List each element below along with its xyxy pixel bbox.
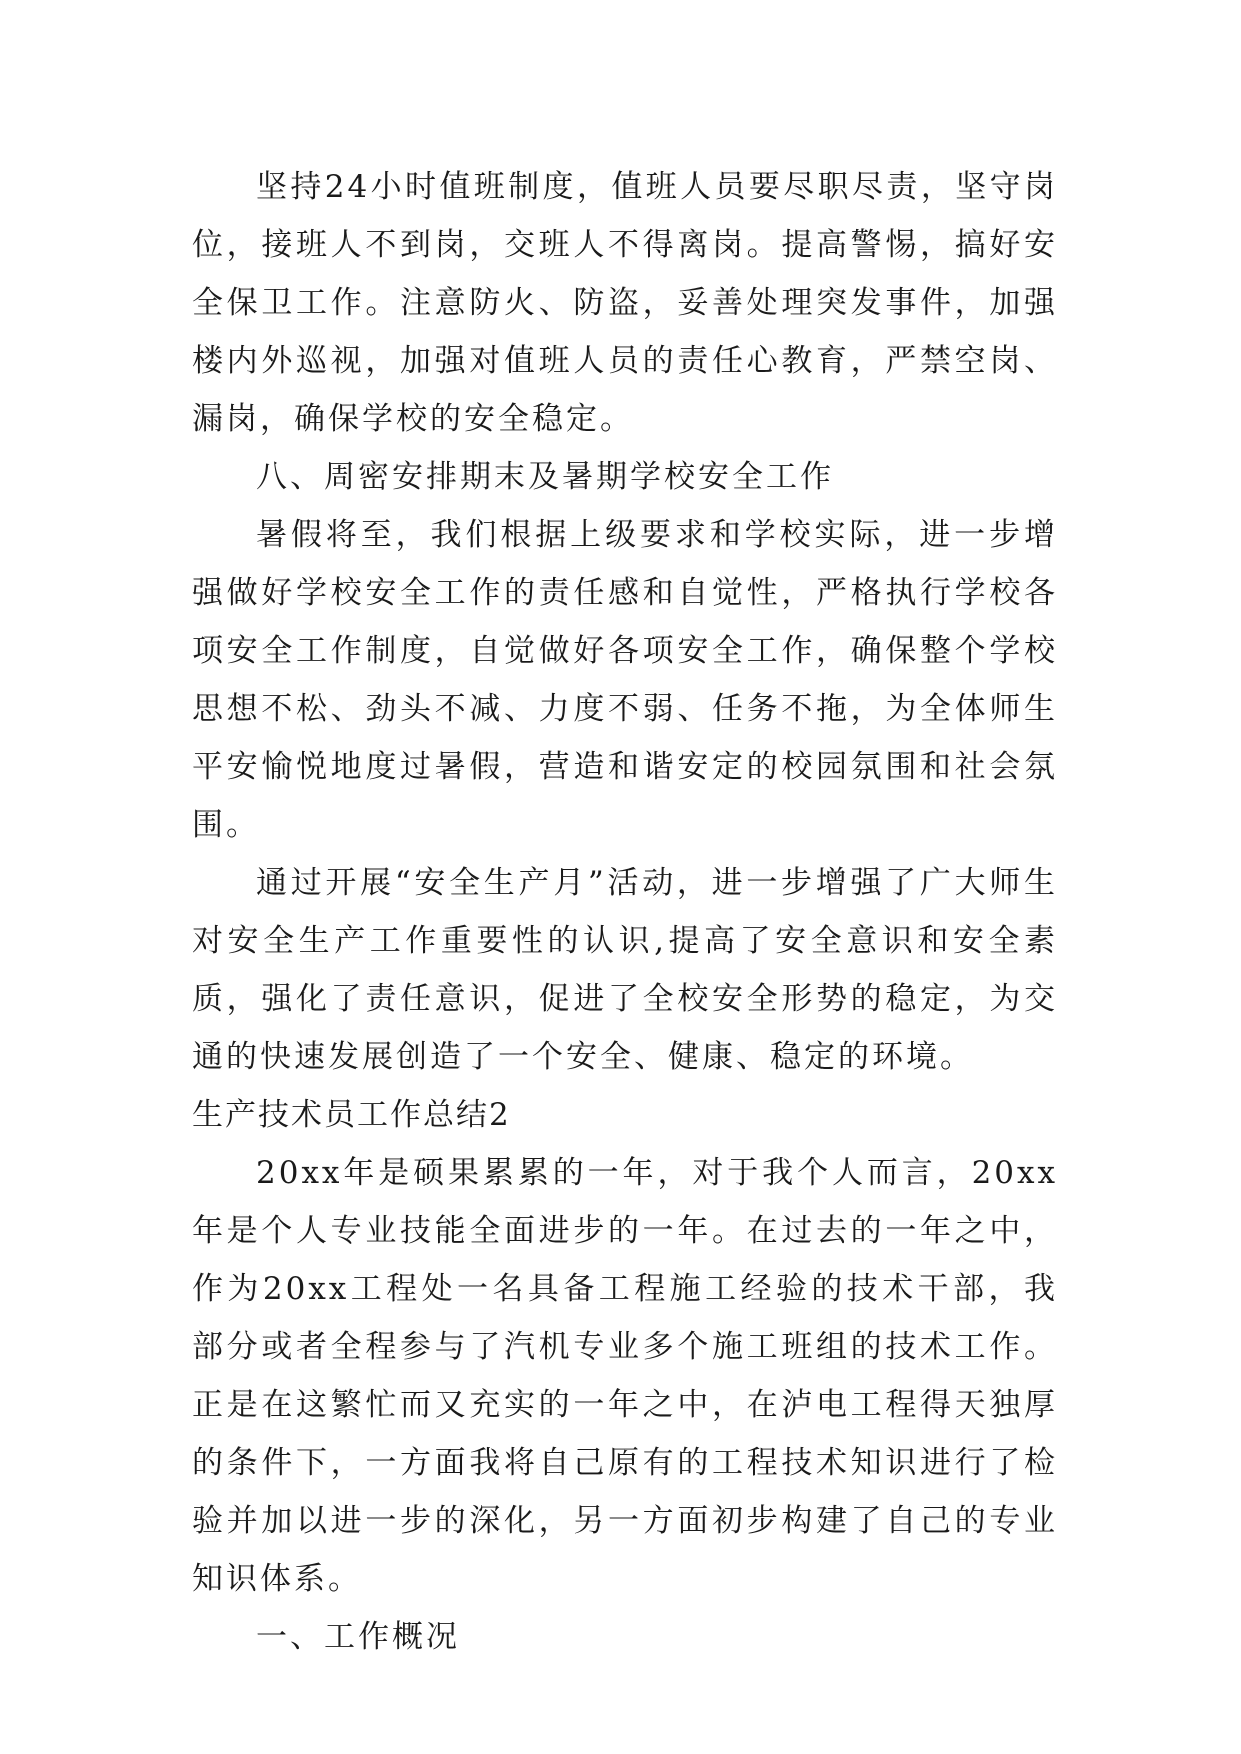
document-subtitle: 生产技术员工作总结2 [192, 1097, 511, 1133]
paragraph-year-summary: 20xx年是硕果累累的一年，对于我个人而言，20xx年是个人专业技能全面进步的一年。在过去的一年之中，作为20xx工程处一名具备工程施工经验的技术干部，我部分或者全程参与了汽机专业多个施工班组的技术工作。正是在这繁忙而又充实的一年之中，在泸电工程得天独厚的条件下，一方面我将自己原有的工程技术知识进行了检验并加以进一步的深化，另一方面初步构建了自己的专业知识体系。 [192, 1155, 1058, 1597]
document-body [192, 158, 1058, 1666]
paragraph-safety-month: 通过开展“安全生产月”活动，进一步增强了广大师生对安全生产工作重要性的认识,提高了安全意识和安全素质，强化了责任意识，促进了全校安全形势的稳定，为交通的快速发展创造了一个安全、健康、稳定的环境。 [192, 865, 1058, 1075]
paragraph-duty-system: 坚持24小时值班制度，值班人员要尽职尽责，坚守岗位，接班人不到岗，交班人不得离岗。提高警惕，搞好安全保卫工作。注意防火、防盗，妥善处理突发事件，加强楼内外巡视，加强对值班人员的责任心教育，严禁空岗、漏岗，确保学校的安全稳定。 [192, 169, 1058, 437]
section-heading-work-overview: 一、工作概况 [256, 1619, 460, 1655]
paragraph-summer-vacation: 暑假将至，我们根据上级要求和学校实际，进一步增强做好学校安全工作的责任感和自觉性，严格执行学校各项安全工作制度，自觉做好各项安全工作，确保整个学校思想不松、劲头不减、力度不弱、任务不拖，为全体师生平安愉悦地度过暑假，营造和谐安定的校园氛围和社会氛围。 [192, 517, 1058, 843]
section-heading-summer-safety: 八、周密安排期末及暑期学校安全工作 [256, 459, 834, 495]
